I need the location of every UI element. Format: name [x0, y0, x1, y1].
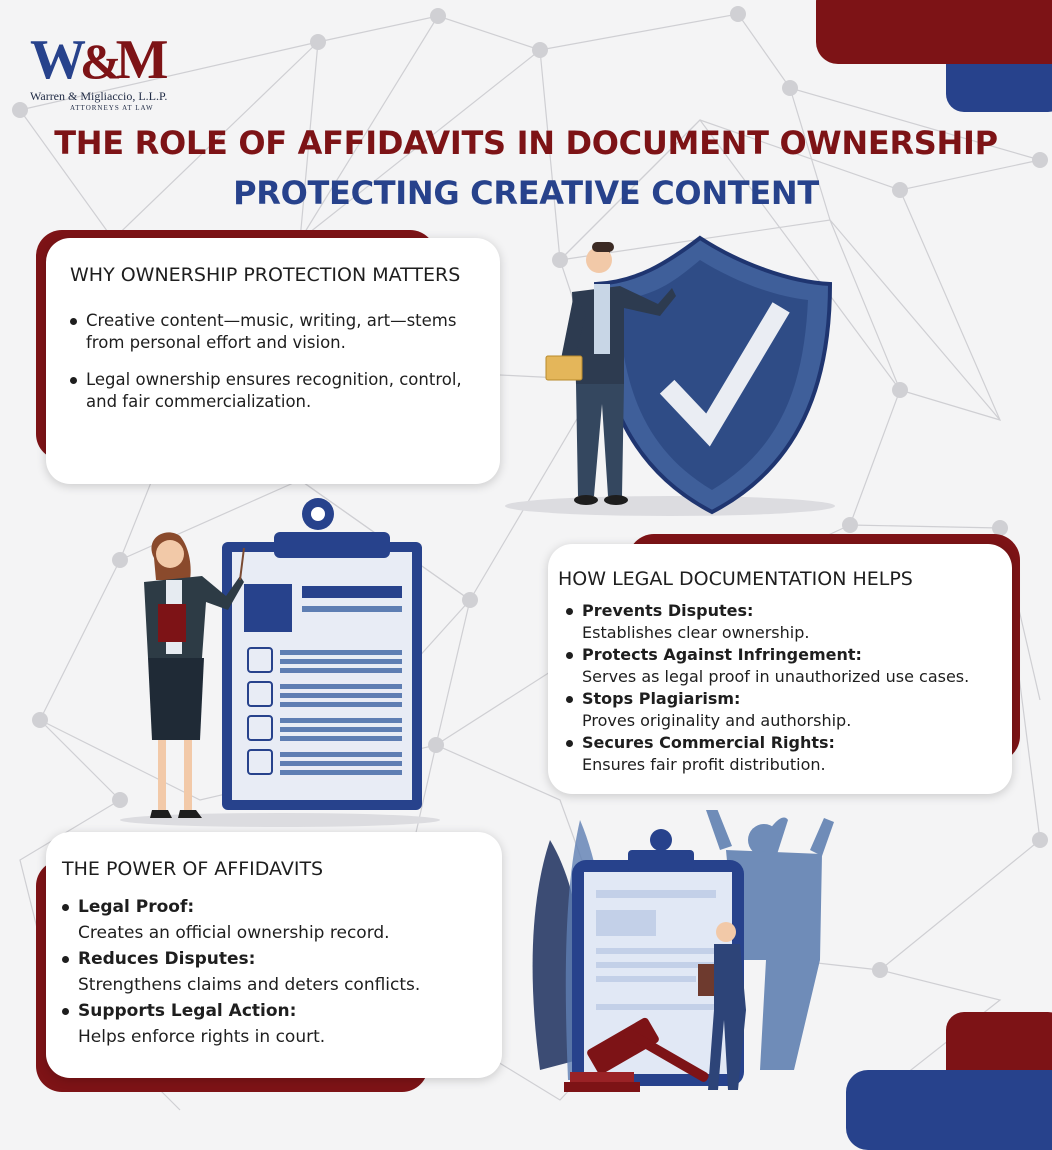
logo-tagline: ATTORNEYS AT LAW [70, 104, 154, 112]
card-power-of-affidavits [46, 832, 502, 1078]
list-item: Legal Proof: Creates an official ownership record. [62, 894, 502, 946]
clipboard-checklist-illustration [110, 496, 440, 828]
list-item: Legal ownership ensures recognition, control, and fair commercialization. [70, 369, 478, 413]
clipboard-gavel-illustration [520, 810, 840, 1110]
section-heading: THE POWER OF AFFIDAVITS [62, 858, 324, 880]
page-title: THE ROLE OF AFFIDAVITS IN DOCUMENT OWNERSHIP [54, 124, 998, 162]
card-legal-documentation [548, 544, 1012, 794]
decor-navy-bar-bottom [846, 1070, 1052, 1150]
list-item: Stops Plagiarism: Proves originality and authorship. [566, 688, 1012, 732]
list-item: Protects Against Infringement: Serves as legal proof in unauthorized use cases. [566, 644, 1012, 688]
bullet-list [566, 600, 1012, 776]
list-item: Creative content—music, writing, art—stems from personal effort and vision. [70, 310, 478, 354]
list-item: Prevents Disputes: Establishes clear ownership. [566, 600, 1012, 644]
list-item: Reduces Disputes: Strengthens claims and deters conflicts. [62, 946, 502, 998]
section-heading: WHY OWNERSHIP PROTECTION MATTERS [70, 264, 461, 286]
logo-firm-name: Warren & Migliaccio, L.L.P. [30, 89, 168, 103]
businessman-shield-illustration [500, 234, 850, 524]
list-item: Supports Legal Action: Helps enforce rights in court. [62, 998, 502, 1050]
firm-logo [30, 30, 190, 112]
card-why-ownership [46, 238, 500, 484]
bullet-list [62, 894, 502, 1050]
decor-maroon-bar-top [816, 0, 1052, 64]
page-subtitle: PROTECTING CREATIVE CONTENT [233, 174, 819, 212]
section-heading: HOW LEGAL DOCUMENTATION HELPS [558, 568, 913, 590]
logo-monogram: W&M [30, 29, 163, 91]
list-item: Secures Commercial Rights: Ensures fair profit distribution. [566, 732, 1012, 776]
bullet-list [70, 310, 478, 413]
